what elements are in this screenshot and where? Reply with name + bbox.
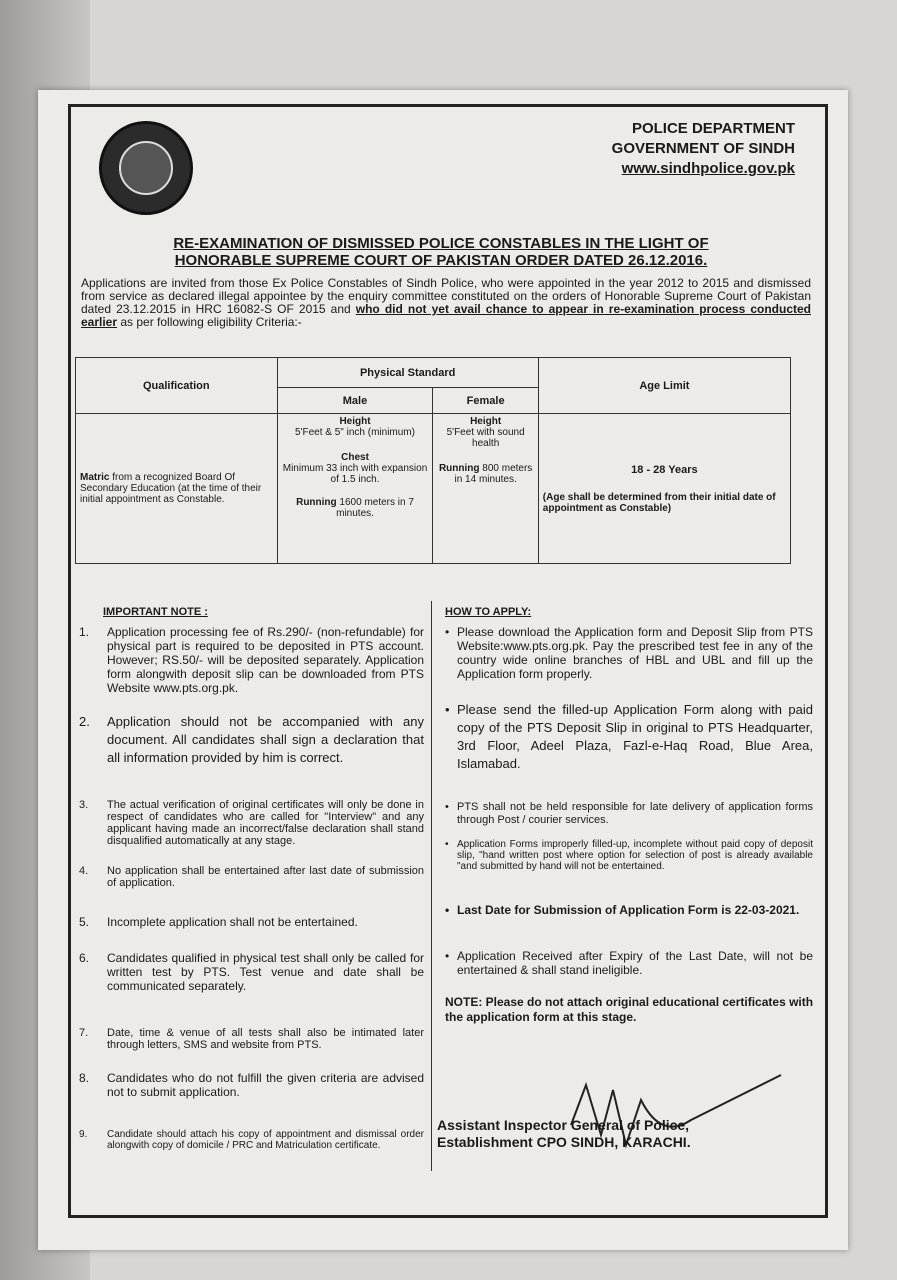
title-line-1: RE-EXAMINATION OF DISMISSED POLICE CONSTABLES IN THE LIGHT OF — [173, 235, 709, 252]
apply-item: • Application Received after Expiry of the Last Date, will not be entertained & shall stand ineligible. — [445, 949, 813, 977]
th-female: Female — [433, 388, 538, 414]
note-item: 3. The actual verification of original certificates will only be done in respect of candidates who are called for "Interview" and any applicant having made an incorrect/false declaration shall stand disqualified automatically at any stage. — [79, 799, 424, 847]
website-link[interactable]: www.sindhpolice.gov.pk — [621, 160, 795, 177]
signatory-line-2: Establishment CPO SINDH, KARACHI. — [437, 1134, 691, 1150]
note-item: 1. Application processing fee of Rs.290/- (non-refundable) for physical part is required to be deposited in PTS account. However; RS.50/- will be deposited separately. Application form alongwith deposit slip can be downloaded from PTS Website www.pts.org.pk. — [79, 625, 424, 695]
apply-item: • Last Date for Submission of Application Form is 22-03-2021. — [445, 903, 800, 917]
th-physical: Physical Standard — [277, 358, 538, 388]
title-line-2: HONORABLE SUPREME COURT OF PAKISTAN ORDER DATED 26.12.2016. — [174, 252, 708, 269]
male-chest-heading: Chest — [341, 452, 369, 463]
intro-paragraph — [81, 277, 811, 329]
dept-line-1: POLICE DEPARTMENT — [631, 120, 795, 137]
intro-text: Applications are invited from those Ex Police Constables of Sindh Police, who were appointed in the year 2012 to 2015 and dismissed from service as declared illegal appointee by the enquiry committee constituted on the orders of Honorable Supreme Court of Pakistan dated 23.12.2015 in HRC 16082-S OF 2015 and — [81, 276, 811, 316]
cell-age — [538, 414, 790, 564]
note-item: 9. Candidate should attach his copy of appointment and dismissal order alongwith copy of domicile / PRC and Matriculation certificate. — [79, 1129, 424, 1151]
document-title — [141, 235, 741, 269]
qual-bold: Matric — [80, 472, 110, 483]
document-page — [38, 90, 848, 1250]
male-height: 5'Feet & 5" inch (minimum) — [295, 427, 415, 438]
th-qualification: Qualification — [76, 358, 278, 414]
signatory-line-1: Assistant Inspector General of Police, — [437, 1117, 690, 1133]
final-note: NOTE: Please do not attach original educational certificates with the application form at this stage. — [445, 995, 814, 1024]
apply-item: • PTS shall not be held responsible for late delivery of application forms through Post / courier services. — [445, 801, 813, 826]
header-block — [612, 119, 795, 179]
female-height: 5'Feet with sound health — [446, 427, 525, 449]
female-run-bold: Running — [438, 463, 480, 474]
note-item: 8. Candidates who do not fulfill the given criteria are advised not to submit application. — [79, 1071, 424, 1099]
dept-line-2: GOVERNMENT OF SINDH — [611, 140, 795, 157]
how-heading: HOW TO APPLY: — [445, 606, 532, 618]
apply-item: • Application Forms improperly filled-up, incomplete without paid copy of deposit slip, "hand written post where option for selection of post is already available "and submitted by hand will not be entertained. — [445, 839, 813, 872]
female-height-heading: Height — [470, 416, 502, 427]
female-run: 800 meters in 14 minutes. — [454, 463, 533, 485]
th-age: Age Limit — [538, 358, 790, 414]
cell-male — [277, 414, 433, 564]
cell-qualification — [76, 414, 278, 564]
male-chest: Minimum 33 inch with expansion of 1.5 inch. — [282, 463, 428, 485]
note-item: 5. Incomplete application shall not be entertained. — [79, 915, 358, 929]
eligibility-table — [75, 357, 791, 564]
note-item: 7. Date, time & venue of all tests shall also be intimated later through letters, SMS and website from PTS. — [79, 1027, 424, 1051]
important-heading: IMPORTANT NOTE : — [103, 606, 208, 618]
male-run-bold: Running — [296, 497, 337, 508]
th-male: Male — [277, 388, 433, 414]
intro-tail: as per following eligibility Criteria:- — [117, 315, 302, 329]
column-divider — [431, 601, 432, 1171]
age-note: (Age shall be determined from their initial date of appointment as Constable) — [542, 491, 776, 514]
how-to-apply — [445, 605, 813, 977]
age-range: 18 - 28 Years — [631, 463, 698, 476]
qual-text: from a recognized Board Of Secondary Education (at the time of their initial appointment as Constable. — [80, 472, 262, 505]
document-frame — [68, 104, 828, 1218]
note-item: 6. Candidates qualified in physical test shall only be called for written test by PTS. Test venue and date shall be communicated separately. — [79, 951, 424, 993]
male-height-heading: Height — [339, 416, 371, 427]
apply-item: • Please send the filled-up Application Form along with paid copy of the PTS Deposit Slip in original to PTS Headquarter, 3rd Floor, Adeel Plaza, Fazl-e-Haq Road, Blue Area, Islamabad. — [445, 702, 813, 771]
police-seal-logo — [99, 121, 193, 215]
intro-underlined: who did not yet avail chance to appear in re-examination process conducted earlier — [81, 302, 811, 329]
note-item: 2. Application should not be accompanied with any document. All candidates shall sign a declaration that all information provided by him is correct. — [79, 714, 424, 765]
apply-item: • Please download the Application form and Deposit Slip from PTS Website:www.pts.org.pk. Pay the prescribed test fee in any of the country wide online branches of HBL and UBL and fill up the Application form properly. — [445, 625, 813, 681]
signatory — [437, 1117, 827, 1151]
note-item: 4. No application shall be entertained after last date of submission of application. — [79, 865, 424, 889]
important-notes — [79, 605, 424, 1151]
cell-female — [433, 414, 538, 564]
male-run: 1600 meters in 7 minutes. — [336, 497, 414, 519]
